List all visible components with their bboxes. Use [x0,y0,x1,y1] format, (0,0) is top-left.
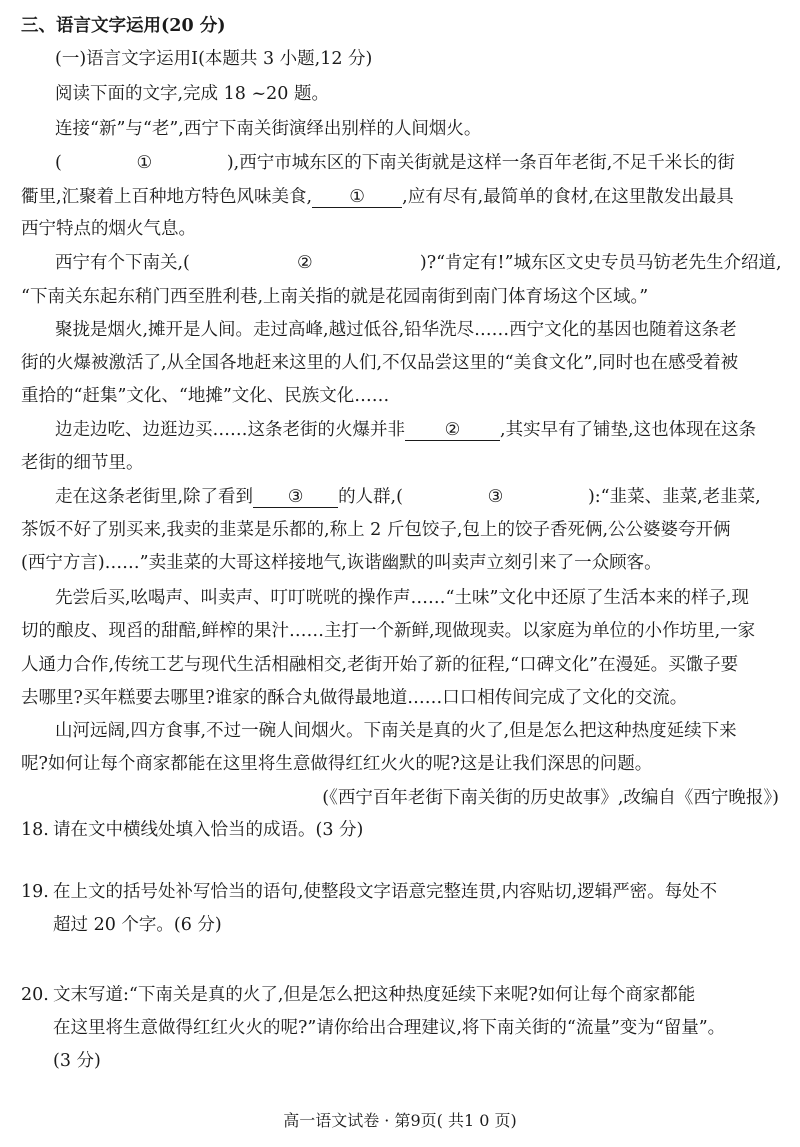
passage-paragraph-3-line-1 [55,251,790,275]
passage-paragraph-8-line-2: 呢?如何让每个商家都能在这里将生意做得红红火火的呢?这是让我们深思的问题。 [21,754,653,774]
blank-3: ③ [253,487,338,508]
p3-a: 西宁有个下南关,( [55,253,190,273]
section-title: 三、语言文字运用(20 分) [21,16,226,36]
passage-paragraph-5-line-1 [55,418,790,442]
p6-b: 的人群,( [338,487,403,507]
question-18-text: 请在文中横线处填入恰当的成语。(3 分) [53,820,364,840]
passage-paragraph-6-line-2: 茶饭不好了别买来,我卖的韭菜是乐都的,称上 2 斤包饺子,包上的饺子香死俩,公公婆婆夸开俩 [21,520,731,540]
passage-paragraph-8-line-1: 山河远阔,四方食事,不过一碗人间烟火。下南关是真的火了,但是怎么把这种热度延续下来 [55,721,737,741]
passage-paragraph-6-line-3: (西宁方言)……”卖韭菜的大哥这样接地气,诙谐幽默的叫卖声立刻引来了一众顾客。 [21,553,662,573]
page-footer: 高一语文试卷 · 第9页( 共1 0 页) [283,1111,517,1130]
passage-paragraph-7-line-3: 人通力合作,传统工艺与现代生活相融相交,老街开始了新的征程,“口碑文化”在漫延。买馓子要 [21,655,739,675]
passage-paragraph-7-line-1: 先尝后买,吆喝声、叫卖声、叮叮咣咣的操作声……“土味”文化中还原了生活本来的样子,现 [55,588,750,608]
question-19-number: 19. [21,882,49,902]
reading-instruction: 阅读下面的文字,完成 18 ~20 题。 [55,84,329,104]
question-19-line-2: 超过 20 个字。(6 分) [53,915,222,935]
sub-section-title: (一)语言文字运用Ⅰ(本题共 3 小题,12 分) [55,49,373,69]
p2-rest: ),西宁市城东区的下南关街就是这样一条百年老街,不足千米长的街 [226,153,735,173]
question-19-line-1: 在上文的括号处补写恰当的语句,使整段文字语意完整连贯,内容贴切,逻辑严密。每处不 [53,882,718,902]
passage-paragraph-6-line-1 [55,485,790,509]
passage-paragraph-4-line-2: 街的火爆被激活了,从全国各地赶来这里的人们,不仅品尝这里的“美食文化”,同时也在感受着被 [21,353,739,373]
passage-paragraph-3-line-2: “下南关东起东稍门西至胜利巷,上南关指的就是花园南街到南门体育场这个区域。” [21,287,649,307]
passage-paragraph-7-line-2: 切的酿皮、现舀的甜醅,鲜榨的果汁……主打一个新鲜,现做现卖。以家庭为单位的小作坊里,一家 [21,621,756,641]
question-20-number: 20. [21,985,49,1005]
p2-line2-b: ,应有尽有,最简单的食材,在这里散发出最具 [402,187,734,207]
question-18-number: 18. [21,820,49,840]
p3-b: )?“肯定有!”城东区文史专员马钫老先生介绍道, [419,253,782,273]
passage-paragraph-4-line-3: 重拾的“赶集”文化、“地摊”文化、民族文化…… [21,386,390,406]
paren-mark-3: ③ [487,487,504,507]
p6-a: 走在这条老街里,除了看到 [55,487,254,507]
p2-line2-a: 衢里,汇聚着上百种地方特色风味美食, [21,187,313,207]
blank-1: ① [312,187,402,208]
paren-open: ( [55,153,62,173]
paren-mark-1: ① [136,153,153,173]
passage-paragraph-2-line-3: 西宁特点的烟火气息。 [21,219,196,239]
passage-source: (《西宁百年老街下南关街的历史故事》,改编自《西宁晚报》) [322,788,779,808]
p5-b: ,其实早有了铺垫,这也体现在这条 [500,420,757,440]
p5-a: 边走边吃、边逛边买……这条老街的火爆并非 [55,420,405,440]
passage-paragraph-5-line-2: 老街的细节里。 [21,453,144,473]
p6-c: ):“韭菜、韭菜,老韭菜, [587,487,761,507]
paren-mark-2: ② [297,253,313,273]
question-20-line-2: 在这里将生意做得红红火火的呢?”请你给出合理建议,将下南关街的“流量”变为“留量”。 [53,1018,726,1038]
passage-paragraph-2-line-2 [21,185,783,209]
passage-paragraph-4-line-1: 聚拢是烟火,摊开是人间。走过高峰,越过低谷,铅华洗尽……西宁文化的基因也随着这条老 [55,320,737,340]
passage-paragraph-7-line-4: 去哪里?买年糕要去哪里?谁家的酥合丸做得最地道……口口相传间完成了文化的交流。 [21,688,688,708]
question-20-line-1: 文末写道:“下南关是真的火了,但是怎么把这种热度延续下来呢?如何让每个商家都能 [53,985,696,1005]
passage-paragraph-2-line-1 [55,151,790,175]
passage-paragraph-1: 连接“新”与“老”,西宁下南关街演绎出别样的人间烟火。 [55,119,482,139]
blank-2: ② [405,420,500,441]
question-20-line-3: (3 分) [53,1051,101,1071]
